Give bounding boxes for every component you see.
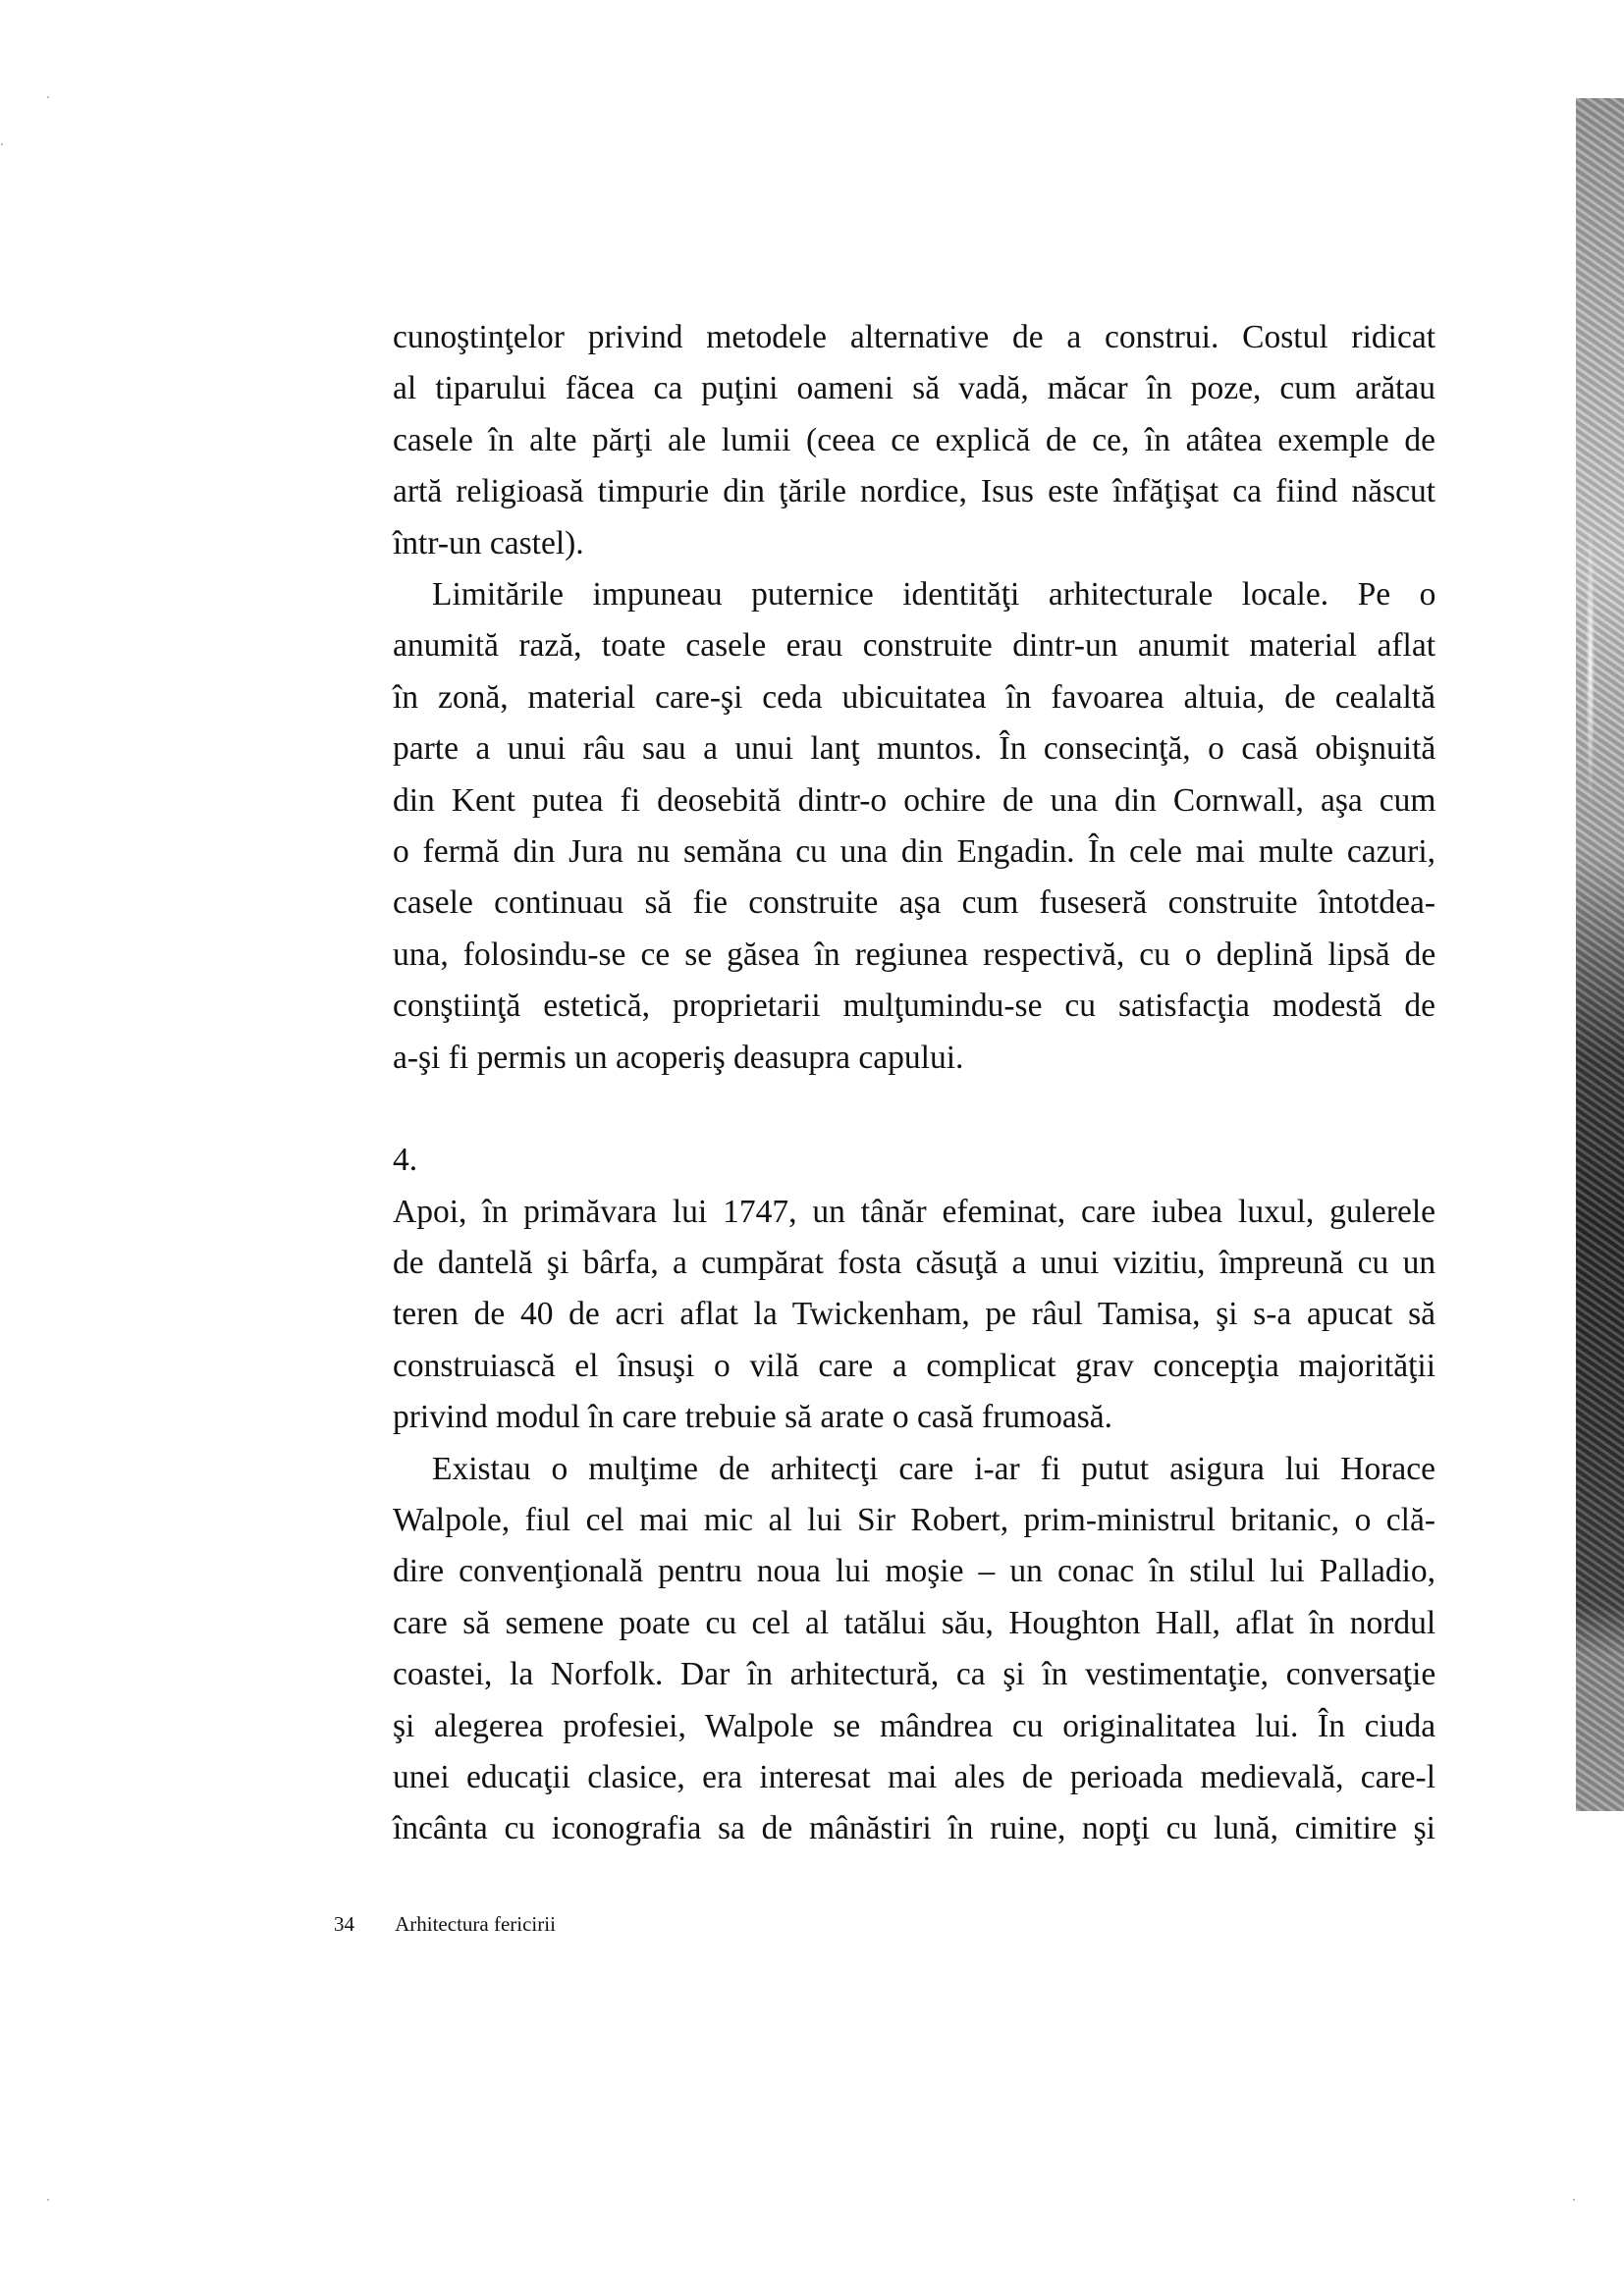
- paragraph-limitarile: [393, 569, 1435, 1084]
- paragraph-apoi: [393, 1187, 1435, 1444]
- text-line: Limitările impuneau puternice identităţi arhitecturale locale. Pe o: [432, 576, 1436, 614]
- crop-mark: [47, 2199, 49, 2201]
- text-line: artă religioasă timpurie din ţările nordice, Isus este înfăţişat ca fiind născut: [393, 473, 1436, 510]
- text-line: coastei, la Norfolk. Dar în arhitectură, ca şi în vestimentaţie, conversaţie: [393, 1656, 1436, 1693]
- crop-mark: [1, 143, 3, 145]
- text-line: privind modul în care trebuie să arate o casă frumoasă.: [393, 1399, 1112, 1436]
- page-number: 34: [334, 1912, 354, 1936]
- text-line: teren de 40 de acri aflat la Twickenham, pe râul Tamisa, şi s-a apucat să: [393, 1296, 1435, 1333]
- text-line: al tiparului făcea ca puţini oameni să vadă, măcar în poze, cum arătau: [393, 370, 1435, 407]
- text-line: dire convenţională pentru noua lui moşie – un conac în stilul lui Palladio,: [393, 1553, 1435, 1590]
- running-title: Arhitectura fericirii: [395, 1912, 556, 1936]
- text-line: conştiinţă estetică, proprietarii mulţumindu-se cu satisfacţia modestă de: [393, 988, 1436, 1025]
- text-line: care să semene poate cu cel al tatălui său, Houghton Hall, aflat în nordul: [393, 1604, 1436, 1641]
- text-line: casele continuau să fie construite aşa cum fuseseră construite întotdea-: [393, 884, 1435, 922]
- text-line: o fermă din Jura nu semăna cu una din Engadin. În cele mai multe cazuri,: [393, 833, 1436, 871]
- text-line: parte a unui râu sau a unui lanţ muntos. În consecinţă, o casă obişnuită: [393, 730, 1436, 768]
- text-line: anumită rază, toate casele erau construite dintr-un anumit material aflat: [393, 627, 1435, 665]
- text-line: Existau o mulţime de arhitecţi care i-ar fi putut asigura lui Horace: [432, 1450, 1435, 1487]
- text-line: şi alegerea profesiei, Walpole se mândrea cu originalitatea lui. În ciuda: [393, 1707, 1436, 1744]
- page-footer: [334, 1912, 556, 1937]
- text-line: în zonă, material care-şi ceda ubicuitatea în favoarea altuia, de cealaltă: [393, 678, 1435, 716]
- text-line: Apoi, în primăvara lui 1747, un tânăr efeminat, care iubea luxul, gulerele: [393, 1193, 1435, 1230]
- text-line: din Kent putea fi deosebită dintr-o ochire de una din Cornwall, aşa cum: [393, 781, 1436, 819]
- text-line: încânta cu iconografia sa de mânăstiri în ruine, nopţi cu lună, cimitire şi: [393, 1810, 1435, 1847]
- text-line: una, folosindu-se ce se găsea în regiunea respectivă, cu o deplină lipsă de: [393, 935, 1436, 973]
- text-line: construiască el însuşi o vilă care a complicat grav concepţia majorităţii: [393, 1347, 1435, 1384]
- body-text: [393, 312, 1435, 1855]
- crop-mark: [47, 96, 49, 98]
- paragraph-continuation: [393, 312, 1435, 569]
- text-line: a-şi fi permis un acoperiş deasupra capului.: [393, 1039, 964, 1076]
- photo-edge-image: [1576, 98, 1624, 1811]
- text-line: într-un castel).: [393, 524, 584, 561]
- section-number: 4.: [393, 1142, 418, 1179]
- text-line: unei educaţii clasice, era interesat mai ales de perioada medievală, care-l: [393, 1758, 1435, 1795]
- text-line: cunoştinţelor privind metodele alternative de a construi. Costul ridicat: [393, 319, 1435, 355]
- crop-mark: [1573, 2199, 1575, 2201]
- paragraph-existau: [393, 1444, 1435, 1855]
- text-line: casele în alte părţi ale lumii (ceea ce explică de ce, în atâtea exemple de: [393, 421, 1435, 458]
- text-line: Walpole, fiul cel mai mic al lui Sir Robert, prim-ministrul britanic, o clă-: [393, 1501, 1435, 1538]
- text-line: de dantelă şi bârfa, a cumpărat fosta căsuţă a unui vizitiu, împreună cu un: [393, 1244, 1436, 1281]
